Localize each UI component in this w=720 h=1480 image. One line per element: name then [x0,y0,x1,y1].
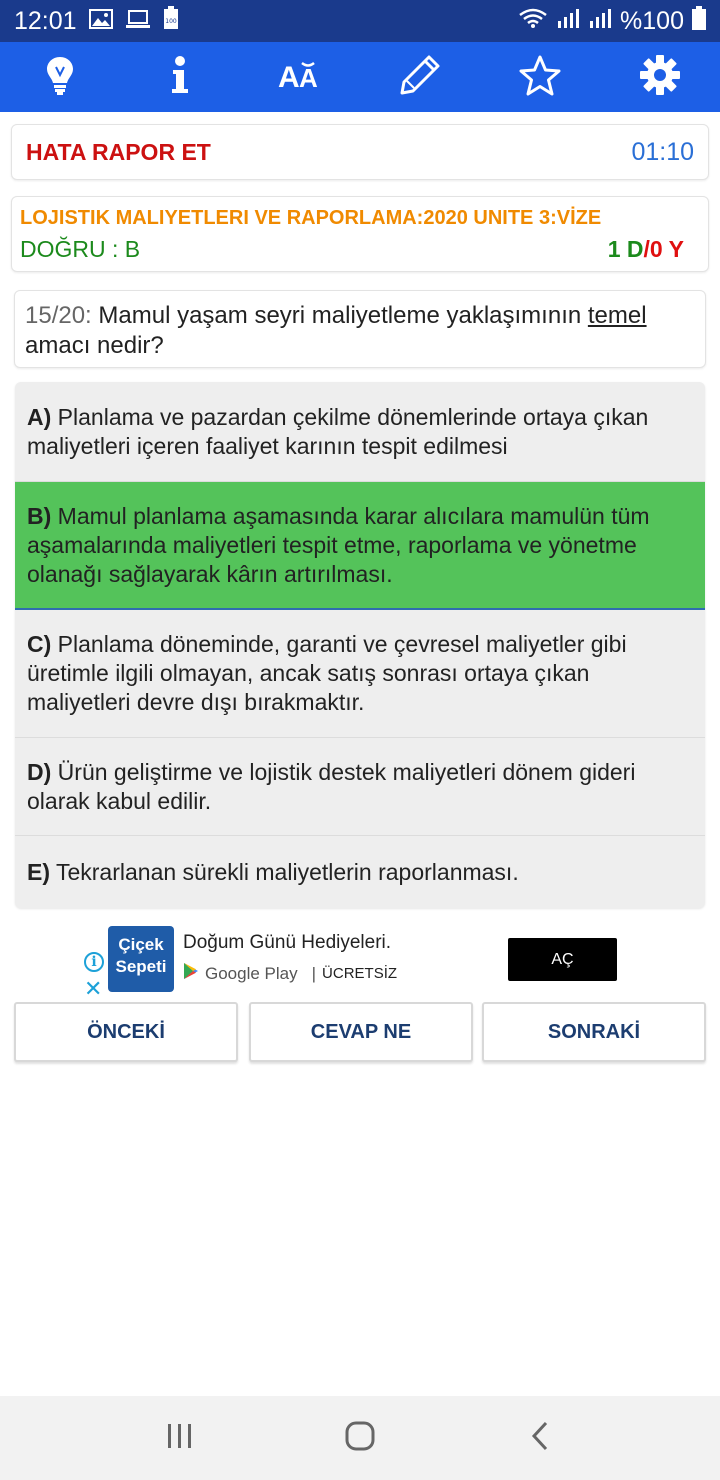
option-text: Ürün geliştirme ve lojistik destek maliyetleri dönem gideri olarak kabul edilir. [27,758,636,814]
score [608,236,684,263]
option-letter: E) [27,858,50,885]
info-icon [170,55,190,100]
report-card [11,124,709,180]
lightbulb-icon [45,55,75,100]
info-button[interactable] [150,47,210,107]
ad-store-name: Google Play [205,963,298,983]
option-d[interactable] [15,738,705,836]
wifi-icon [518,7,548,36]
ad-open-button[interactable]: AÇ [508,938,617,981]
ad-title: Doğum Günü Hediyeleri. [183,932,392,953]
option-letter: C) [27,631,52,657]
ad-separator: | [311,963,317,983]
gear-icon [639,54,681,101]
timer: 01:10 [631,137,694,166]
ad-close-icon[interactable]: ✕ [84,976,103,1001]
star-icon [518,54,562,101]
recent-apps-button[interactable] [150,1408,210,1468]
options-list [15,382,705,908]
report-error-button[interactable]: HATA RAPOR ET [26,138,211,165]
svg-text:A: A [278,60,300,91]
option-a[interactable] [15,382,705,482]
hint-button[interactable] [30,47,90,107]
pencil-icon [399,54,441,101]
recent-apps-icon [165,1422,195,1455]
score-correct: 1 D [607,236,644,262]
correct-answer: DOĞRU : B [20,236,141,262]
next-button[interactable]: SONRAKİ [482,1002,706,1062]
favorite-button[interactable] [510,47,570,107]
notes-button[interactable] [390,47,450,107]
ad-logo-line1: Çiçek [118,935,164,954]
svg-text:A: A [299,62,318,91]
font-size-icon [278,59,322,96]
option-letter: B) [27,502,52,529]
font-size-button[interactable] [270,47,330,107]
score-wrong: 0 Y [649,236,684,262]
option-text: Mamul planlama aşamasında karar alıcılara mamulün tüm aşamalarında maliyetleri tespit etme, raporlama ve yönetme olanağı sağlayarak kârın artırılması. [27,502,650,587]
course-title: LOJISTIK MALIYETLERI VE RAPORLAMA:2020 UNITE 3:VİZE [20,207,602,229]
option-text: Planlama döneminde, garanti ve çevresel maliyetler gibi üretimle ilgili olmayan, ancak satış sonrası ortaya çıkan maliyetleri devre dışı bırakmaktır. [27,631,627,715]
question-number: 15/20: [25,302,92,329]
back-button[interactable] [510,1408,570,1468]
settings-button[interactable] [630,47,690,107]
option-text: Planlama ve pazardan çekilme dönemlerinde ortaya çıkan maliyetleri içeren faaliyet karının tespit edilmesi [27,403,649,459]
ad-info-icon[interactable]: i [84,952,104,972]
battery-percent: %100 [620,6,684,35]
home-button[interactable] [330,1408,390,1468]
ad-price: ÜCRETSİZ [322,965,398,982]
system-nav-bar [0,1396,720,1480]
ad-logo-line2: Sepeti [115,957,167,976]
status-bar [0,0,720,42]
show-answer-button[interactable]: CEVAP NE [249,1002,473,1062]
question-text-before: Mamul yaşam seyri maliyetleme yaklaşımının [91,302,588,329]
battery-icon [692,6,706,37]
previous-button[interactable]: ÖNCEKİ [14,1002,238,1062]
google-play-icon [183,962,199,985]
option-e[interactable] [15,836,705,908]
option-letter: A) [27,403,52,430]
option-b[interactable] [15,482,705,610]
option-letter: D) [27,758,52,785]
question-underlined: temel [587,302,647,329]
ad-logo [108,926,174,992]
signal-icon [556,7,580,36]
back-icon [529,1420,551,1457]
option-text: Tekrarlanan sürekli maliyetlerin raporlanması. [50,858,519,885]
option-c[interactable] [15,610,705,738]
info-card [11,196,709,272]
question-card [14,290,706,368]
signal-icon-2 [588,7,612,36]
svg-text:100: 100 [164,17,177,25]
gallery-icon [89,7,113,36]
home-icon [344,1420,376,1457]
battery-100-icon [163,6,179,37]
question-text-after: amacı nedir? [25,332,164,359]
ad-banner[interactable] [80,922,640,1001]
clock: 12:01 [14,6,77,35]
toolbar [0,42,720,112]
ad-store [183,962,397,985]
laptop-icon [125,7,151,36]
score-separator: / [643,236,650,262]
